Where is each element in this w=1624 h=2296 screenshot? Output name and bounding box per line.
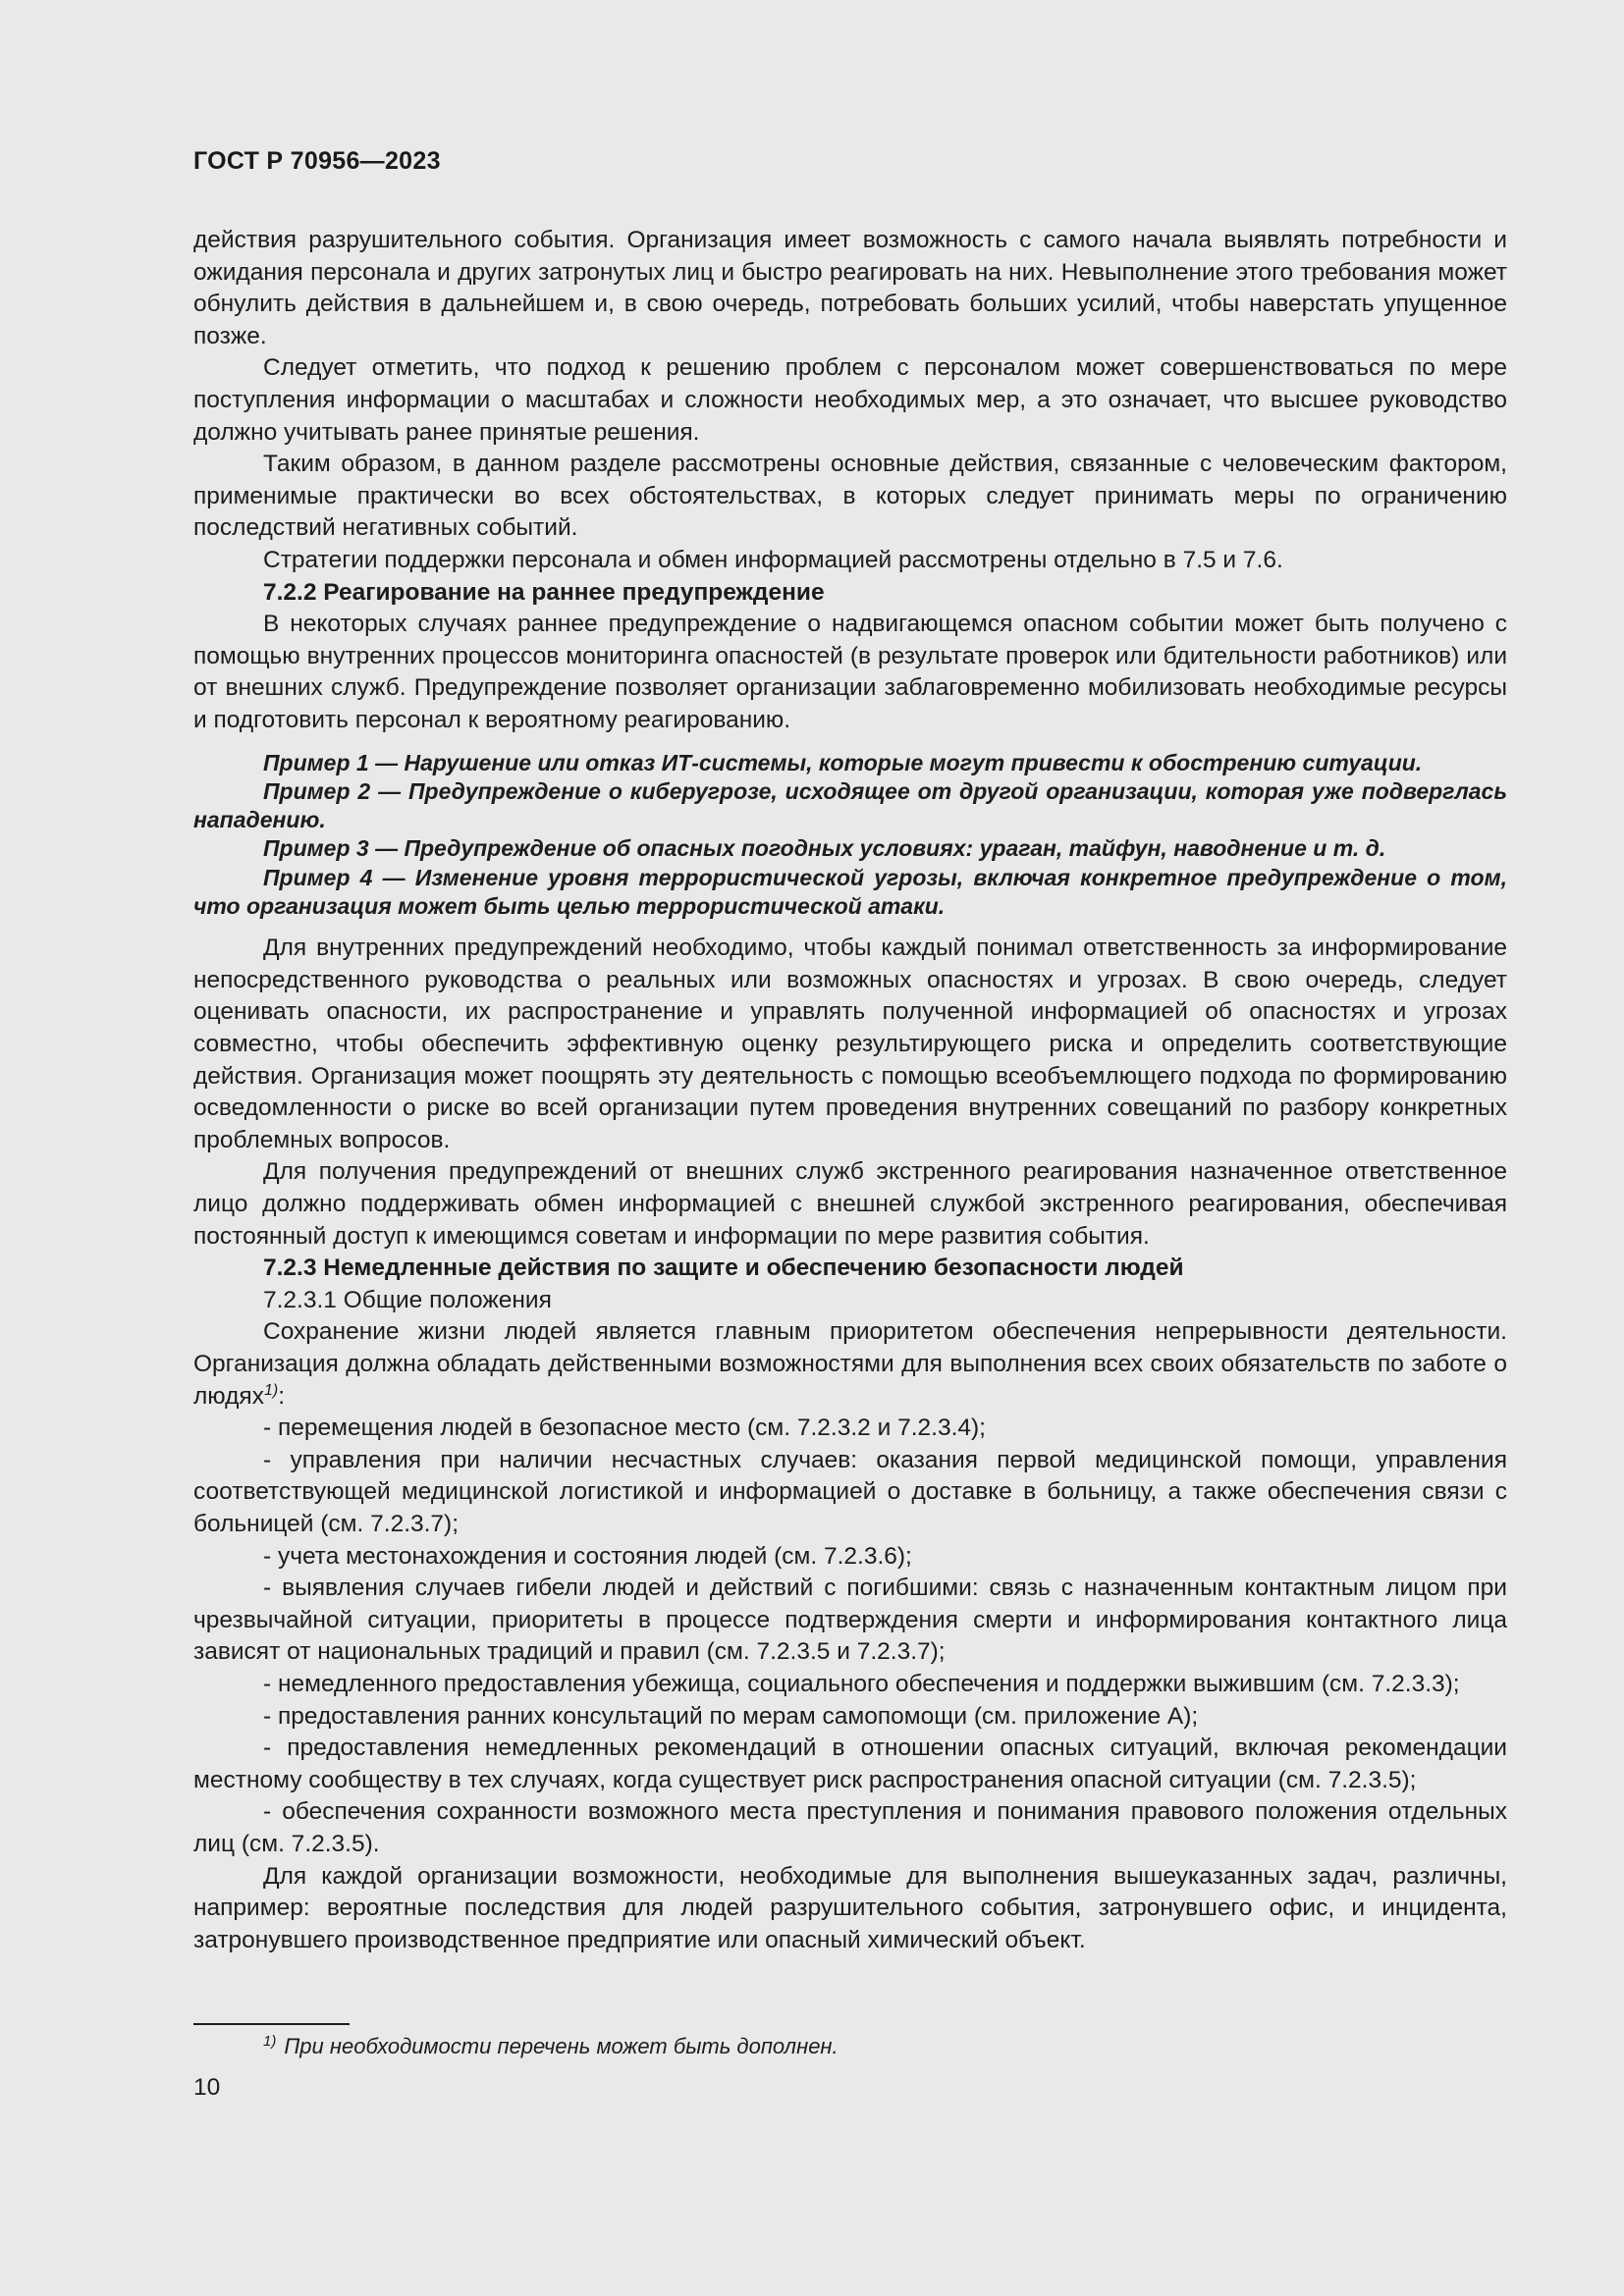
- list-item: - управления при наличии несчастных случаев: оказания первой медицинской помощи, управления соответствующей медицинской логистикой и информацией о доставке в больницу, а также обеспечения связи с больницей (см. 7.2.3.7);: [193, 1446, 1507, 1537]
- footnote-separator: [193, 2023, 350, 2025]
- list-item: - предоставления немедленных рекомендаций в отношении опасных ситуаций, включая рекомендации местному сообществу в тех случаях, когда существует риск распространения опасной ситуации (см. 7.2.3.5);: [193, 1735, 1507, 1793]
- footnote-text: При необходимости перечень может быть дополнен.: [284, 2034, 839, 2058]
- section-heading-7-2-2: 7.2.2 Реагирование на раннее предупреждение: [263, 578, 825, 606]
- paragraph-colon: :: [278, 1382, 285, 1410]
- list-item: - перемещения людей в безопасное место (см. 7.2.3.2 и 7.2.3.4);: [263, 1415, 986, 1442]
- list-item: - учета местонахождения и состояния людей (см. 7.2.3.6);: [263, 1542, 912, 1570]
- document-header: ГОСТ Р 70956—2023: [193, 147, 441, 175]
- paragraph: Стратегии поддержки персонала и обмен информацией рассмотрены отдельно в 7.5 и 7.6.: [263, 546, 1283, 573]
- page-number: 10: [193, 2074, 221, 2101]
- footnote: [263, 2032, 839, 2061]
- paragraph-with-footnote: [193, 1316, 1507, 1413]
- example-1: Пример 1 — Нарушение или отказ ИТ-системы, которые могут привести к обострению ситуации.: [263, 749, 1423, 775]
- paragraph: В некоторых случаях раннее предупреждение о надвигающемся опасном событии может быть получено с помощью внутренних процессов мониторинга опасностей (в результате проверок или бдительности работников) или от внешних служб. Предупреждение позволяет организации заблаговременно мобилизовать необходимые ресурсы и подготовить персонал к вероятному реагированию.: [193, 611, 1507, 733]
- list-item: - немедленного предоставления убежища, социального обеспечения и поддержки выжившим (см. 7.2.3.3);: [263, 1670, 1460, 1697]
- subsection-heading-7-2-3-1: 7.2.3.1 Общие положения: [263, 1286, 552, 1313]
- paragraph-text: Сохранение жизни людей является главным приоритетом обеспечения непрерывности деятельности. Организация должна обладать действенными возможностями для выполнения всех своих обязательств по заботе о людях: [193, 1318, 1507, 1410]
- paragraph: Для внутренних предупреждений необходимо, чтобы каждый понимал ответственность за информирование непосредственного руководства о реальных или возможных опасностях и угрозах. В свою очередь, следует оценивать опасности, их распространение и управлять полученной информацией об опасностях и угрозах совместно, чтобы обеспечить эффективную оценку результирующего риска и определить соответствующие действия. Организация может поощрять эту деятельность с помощью всеобъемлющего подхода по формированию осведомленности о риске во всей организации путем проведения внутренних совещаний по разбору конкретных проблемных вопросов.: [193, 934, 1507, 1153]
- example-2: Пример 2 — Предупреждение о киберугрозе, исходящее от другой организации, которая уже подверглась нападению.: [193, 777, 1507, 833]
- paragraph: Для получения предупреждений от внешних служб экстренного реагирования назначенное ответственное лицо должно поддерживать обмен информацией с внешней службой экстренного реагирования, обеспечивая постоянный доступ к имеющимся советам и информации по мере развития события.: [193, 1158, 1507, 1250]
- paragraph: Для каждой организации возможности, необходимые для выполнения вышеуказанных задач, различны, например: вероятные последствия для людей разрушительного события, затронувшего офис, и инцидента, затронувшего производственное предприятие или опасный химический объект.: [193, 1862, 1507, 1953]
- examples-block: [193, 749, 1507, 922]
- footnote-reference: 1): [263, 1381, 279, 1399]
- main-content: [193, 225, 1507, 1956]
- list-item: - предоставления ранних консультаций по мерам самопомощи (см. приложение А);: [263, 1702, 1199, 1730]
- paragraph-continuation: действия разрушительного события. Организация имеет возможность с самого начала выявлять потребности и ожидания персонала и других затронутых лиц и быстро реагировать на них. Невыполнение этого требования может обнулить действия в дальнейшем и, в свою очередь, потребовать больших усилий, чтобы наверстать упущенное позже.: [193, 227, 1507, 349]
- list-item: - выявления случаев гибели людей и действий с погибшими: связь с назначенным контактным лицом при чрезвычайной ситуации, приоритеты в процессе подтверждения смерти и информирования контактного лица зависят от национальных традиций и правил (см. 7.2.3.5 и 7.2.3.7);: [193, 1575, 1507, 1666]
- example-3: Пример 3 — Предупреждение об опасных погодных условиях: ураган, тайфун, наводнение и т. д.: [263, 835, 1386, 862]
- footnote-marker: 1): [263, 2032, 277, 2050]
- section-heading-7-2-3: 7.2.3 Немедленные действия по защите и обеспечению безопасности людей: [263, 1255, 1184, 1282]
- example-4: Пример 4 — Изменение уровня террористической угрозы, включая конкретное предупреждение о том, что организация может быть целью террористической атаки.: [193, 864, 1507, 919]
- paragraph: Следует отметить, что подход к решению проблем с персоналом может совершенствоваться по мере поступления информации о масштабах и сложности необходимых мер, а это означает, что высшее руководство должно учитывать ранее принятые решения.: [193, 354, 1507, 446]
- list-item: - обеспечения сохранности возможного места преступления и понимания правового положения отдельных лиц (см. 7.2.3.5).: [193, 1798, 1507, 1857]
- paragraph: Таким образом, в данном разделе рассмотрены основные действия, связанные с человеческим фактором, применимые практически во всех обстоятельствах, в которых следует принимать меры по ограничению последствий негативных событий.: [193, 451, 1507, 542]
